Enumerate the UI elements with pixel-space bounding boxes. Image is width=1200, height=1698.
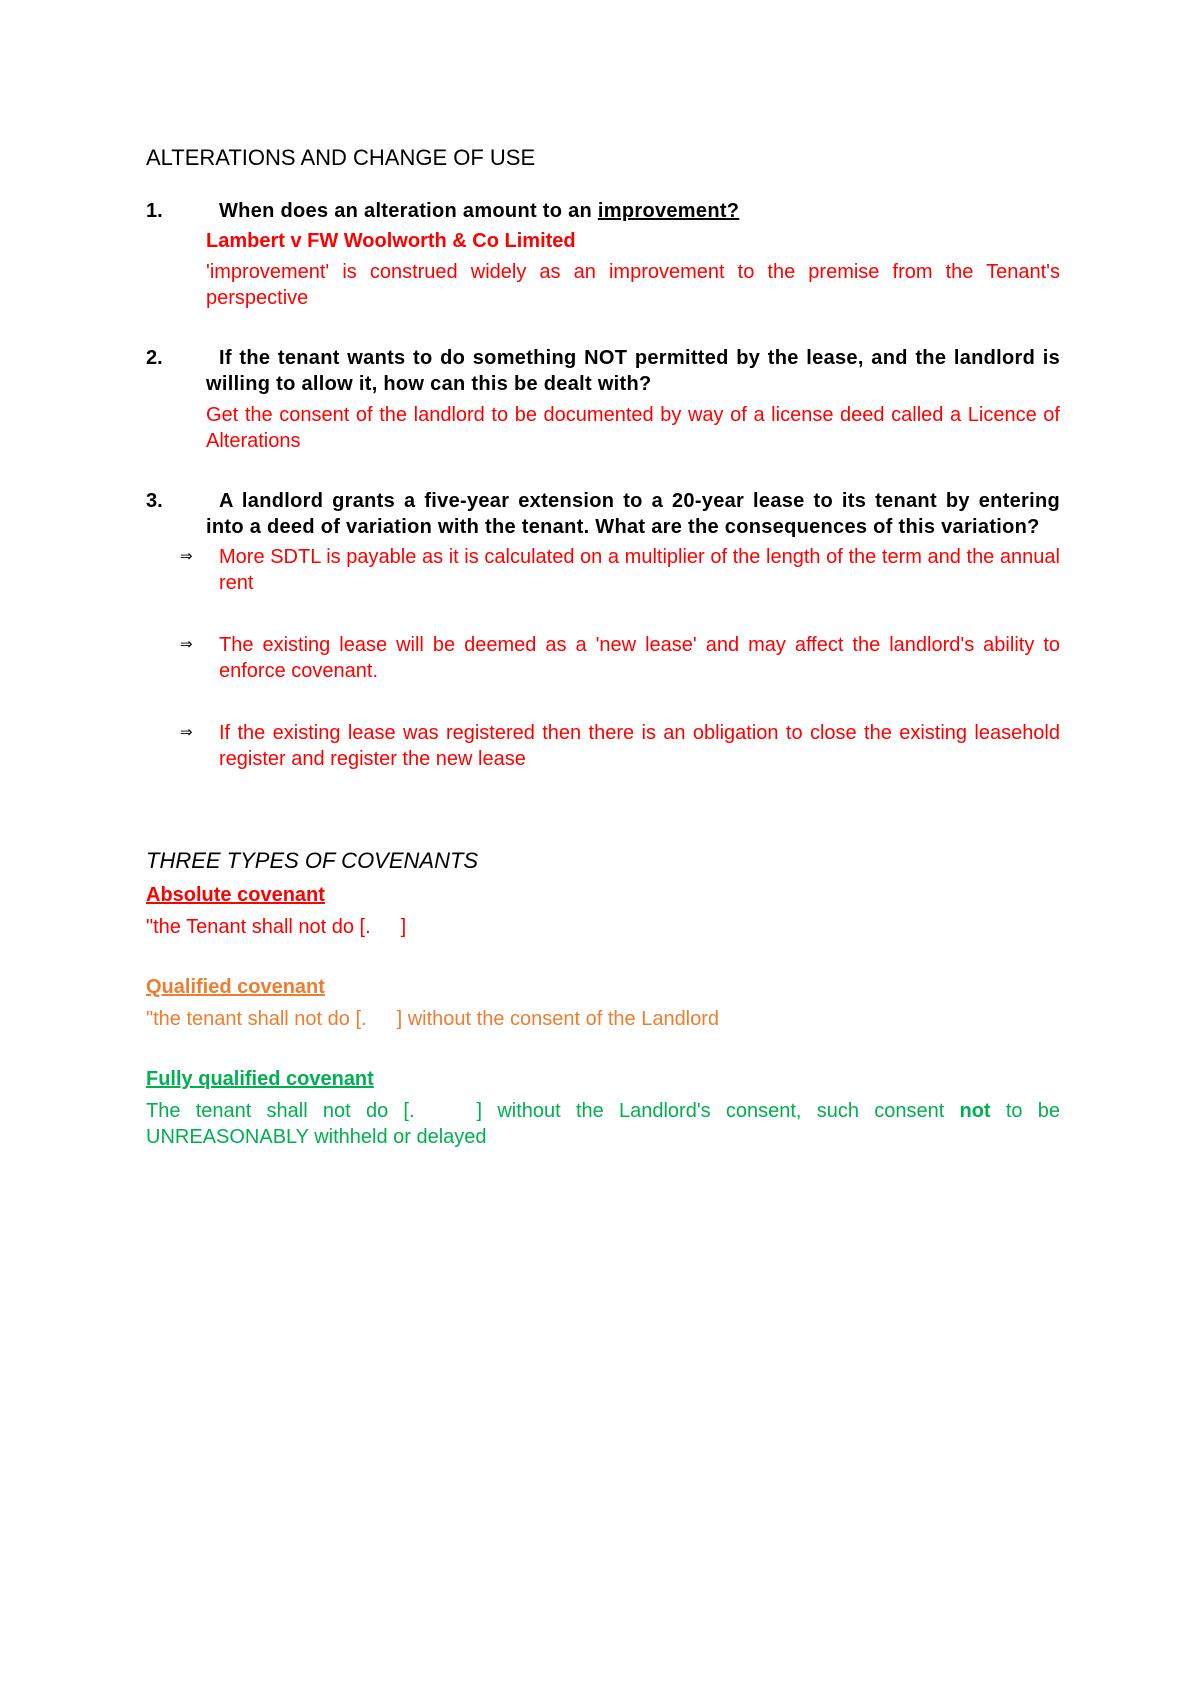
list-item: [180, 632, 1060, 684]
case-name: Lambert v FW Woolworth & Co Limited: [206, 230, 576, 252]
question-text: [206, 488, 1060, 540]
question-text: [206, 198, 1060, 224]
qualified-covenant: [146, 974, 1060, 1032]
arrow-icon: ⇒: [180, 548, 193, 565]
covenant-body-end: ] without the consent of the Landlord: [396, 1008, 720, 1030]
arrow-icon: ⇒: [180, 724, 193, 741]
answer-text: Get the consent of the landlord to be documented by way of a license deed called a Licence of Alterations: [206, 404, 1060, 452]
question-text-underlined: improvement?: [597, 200, 740, 222]
question-text-main: A landlord grants a five-year extension to a 20-year lease to its tenant by entering into a deed of variation with the tenant. What are the consequences of this variation?: [206, 490, 1060, 538]
covenant-body-start: "the Tenant shall not do [.: [146, 916, 371, 938]
document-title: ALTERATIONS AND CHANGE OF USE: [146, 145, 536, 170]
fully-qualified-covenant: [146, 1066, 1060, 1150]
question-2: [146, 345, 1060, 454]
covenant-body-middle: ] without the Landlord's consent, such consent: [476, 1100, 960, 1122]
covenant-body-emphasis: not: [959, 1100, 991, 1122]
covenant-heading: Fully qualified covenant: [146, 1068, 374, 1090]
absolute-covenant: [146, 882, 1060, 940]
question-text: [206, 345, 1060, 397]
covenant-body-end: to be UNREASONABLY withheld or delayed: [146, 1100, 1060, 1148]
covenant-body: [146, 914, 1060, 940]
covenant-body-end: ]: [400, 916, 407, 938]
question-number: 1.: [146, 200, 163, 222]
list-item-text: If the existing lease was registered then there is an obligation to close the existing leasehold register and register the new lease: [219, 722, 1060, 770]
covenant-heading: Absolute covenant: [146, 884, 325, 906]
list-item: [180, 544, 1060, 596]
question-1: [146, 198, 1060, 311]
question-text-main: When does an alteration amount to an: [219, 200, 598, 222]
covenant-body-start: The tenant shall not do [.: [146, 1100, 415, 1122]
question-text-main: If the tenant wants to do something NOT permitted by the lease, and the landlord is willing to allow it, how can this be dealt with?: [206, 347, 1060, 395]
question-3: [146, 488, 1060, 772]
covenant-body: [146, 1006, 1060, 1032]
covenant-body: [146, 1098, 1060, 1150]
arrow-icon: ⇒: [180, 636, 193, 653]
covenants-title: THREE TYPES OF COVENANTS: [146, 848, 479, 873]
consequence-list: [146, 544, 1060, 772]
answer-text: 'improvement' is construed widely as an improvement to the premise from the Tenant's perspective: [206, 261, 1060, 309]
document-content: [146, 145, 1060, 1150]
list-item-text: More SDTL is payable as it is calculated on a multiplier of the length of the term and the annual rent: [219, 546, 1060, 594]
covenant-body-start: "the tenant shall not do [.: [146, 1008, 367, 1030]
list-item: [180, 720, 1060, 772]
question-number: 2.: [146, 347, 163, 369]
list-item-text: The existing lease will be deemed as a 'new lease' and may affect the landlord's ability to enforce covenant.: [219, 634, 1060, 682]
question-number: 3.: [146, 490, 163, 512]
covenant-heading: Qualified covenant: [146, 976, 325, 998]
